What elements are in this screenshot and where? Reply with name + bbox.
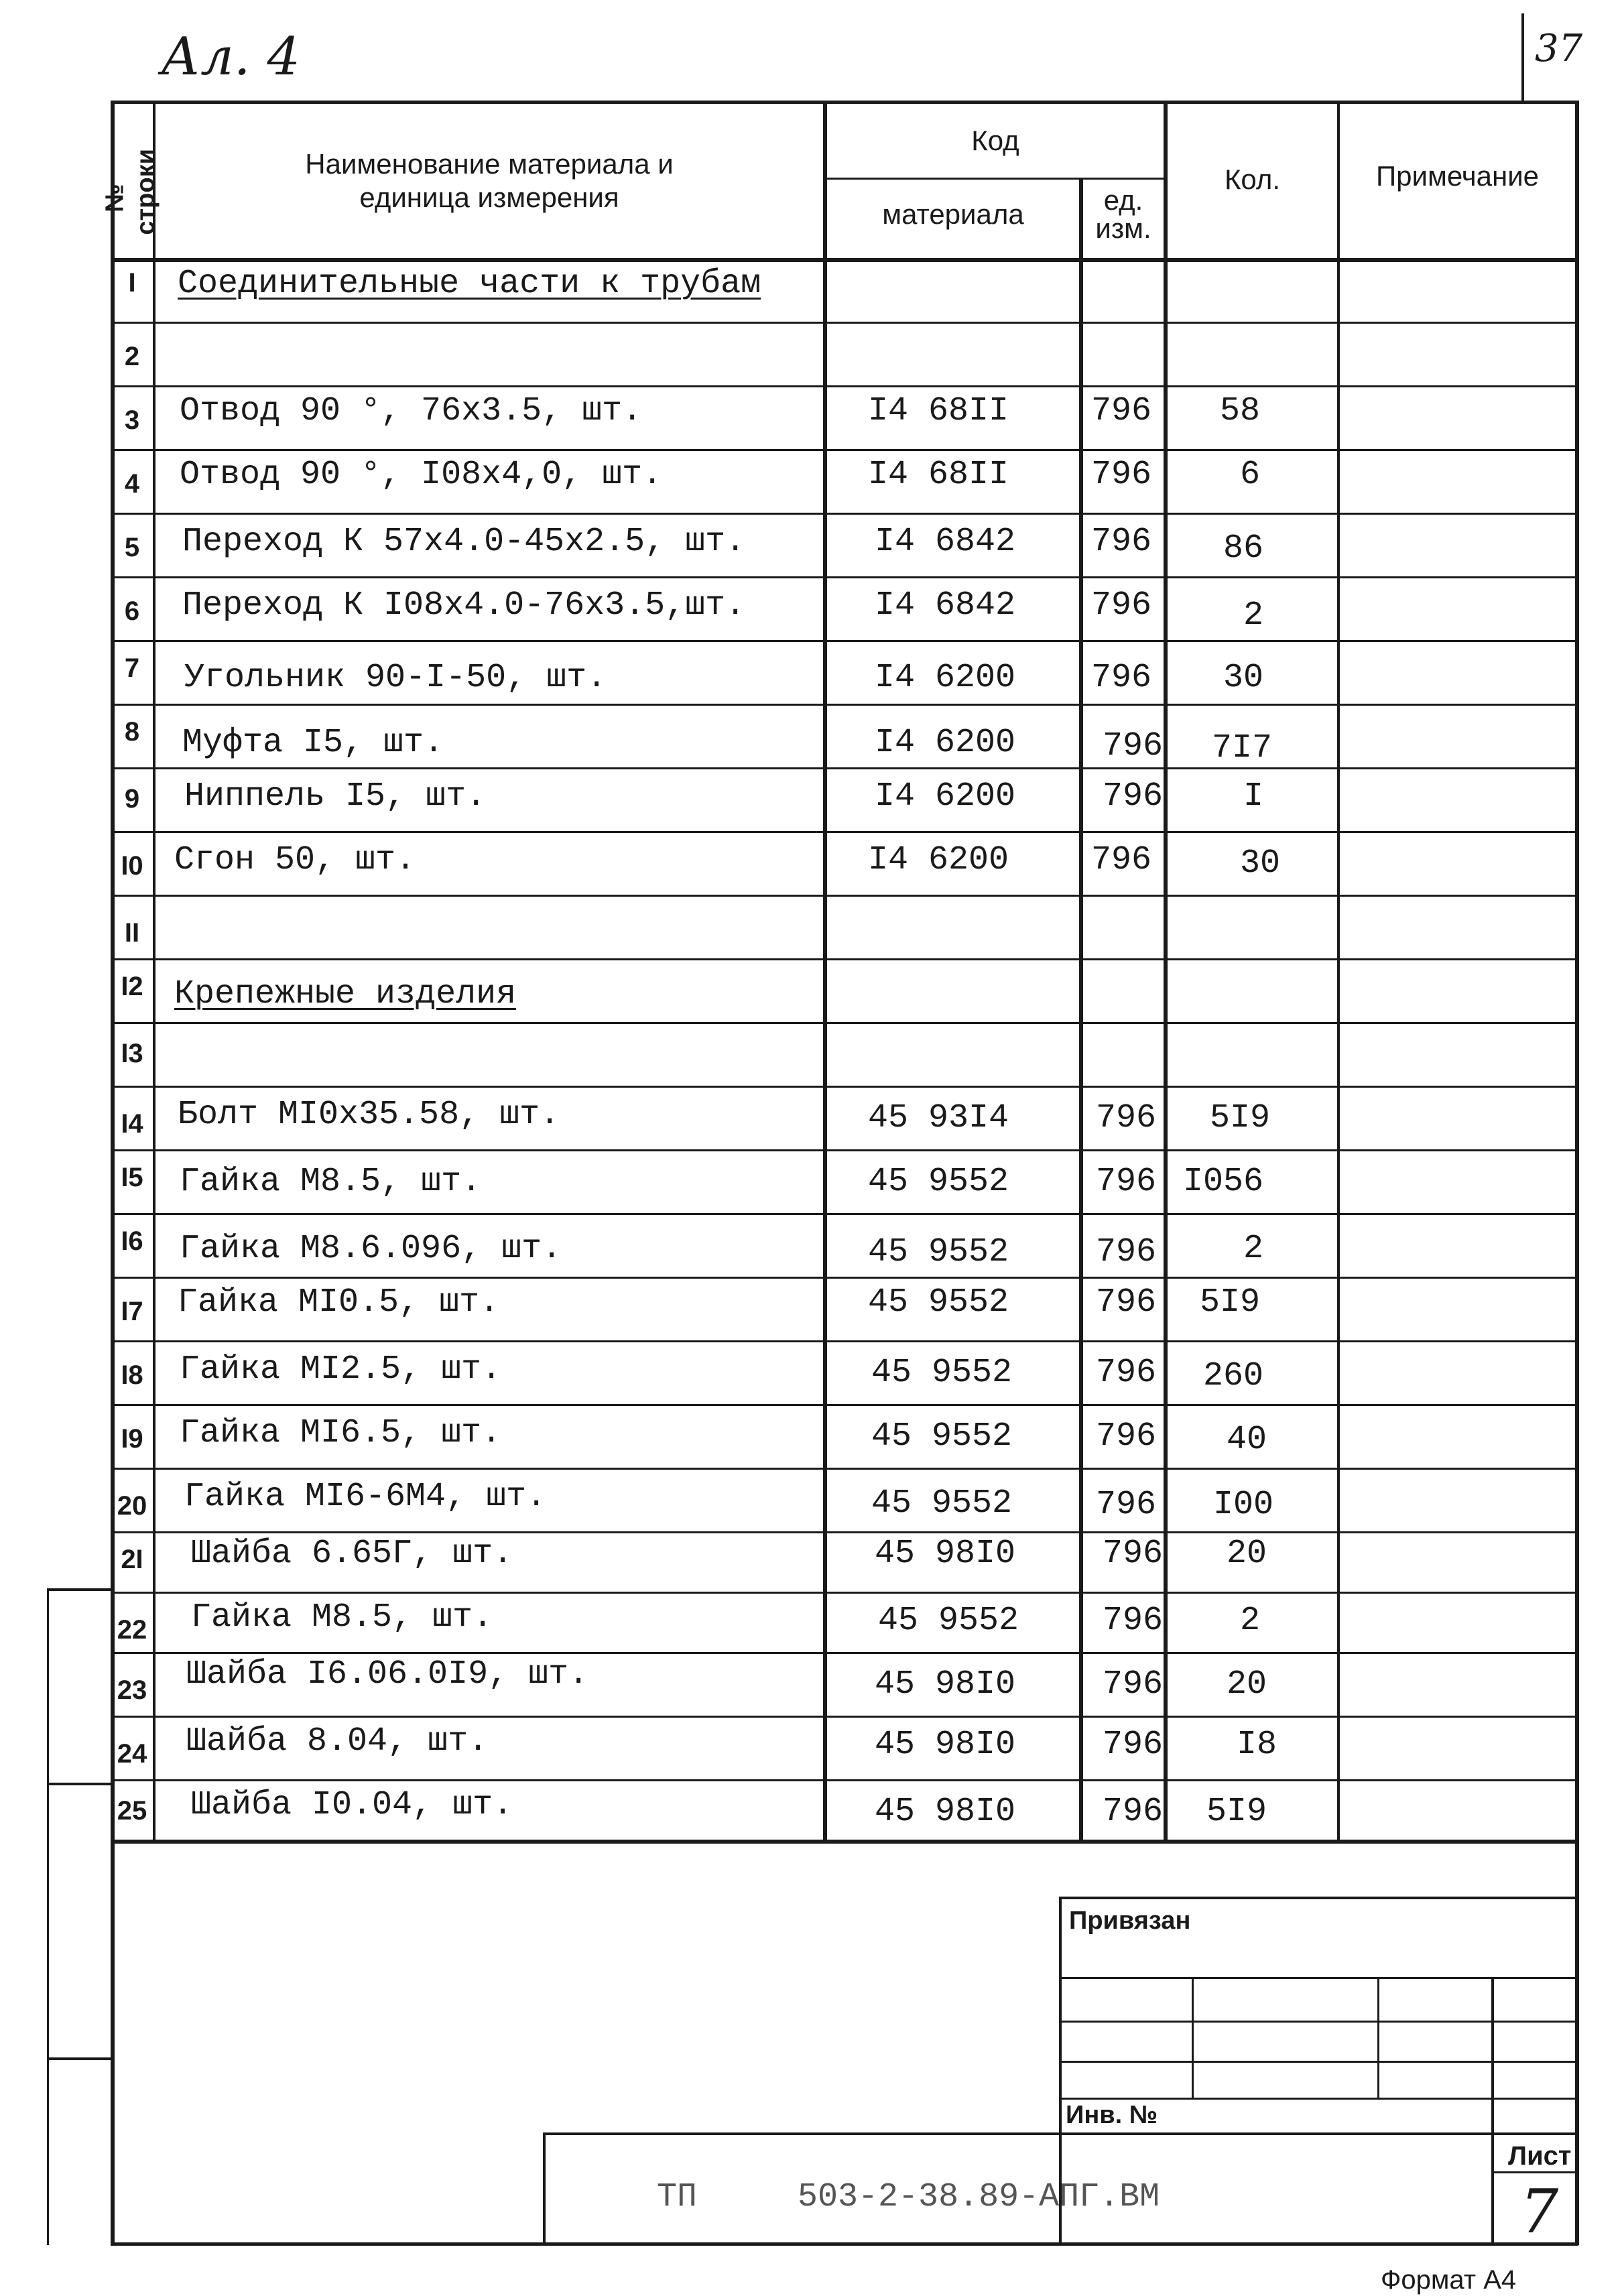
item-unit: 796 <box>1091 586 1152 625</box>
row-number: I3 <box>121 1039 143 1068</box>
item-unit: 796 <box>1091 523 1152 561</box>
item-code: 45 98I0 <box>875 1793 1016 1831</box>
header-note: Примечание <box>1375 160 1540 192</box>
item-code: 45 93I4 <box>868 1099 1009 1137</box>
row-number: 6 <box>124 596 140 626</box>
item-code: 45 9552 <box>868 1233 1009 1271</box>
item-qty: 58 <box>1220 392 1261 430</box>
row-number: I8 <box>121 1360 143 1390</box>
item-unit: 796 <box>1096 1099 1157 1137</box>
item-unit: 796 <box>1103 777 1164 816</box>
item-qty: 260 <box>1203 1357 1264 1395</box>
bound-label: Привязан <box>1069 1907 1191 1935</box>
header-name <box>158 147 821 215</box>
item-name: Гайка М8.5, шт. <box>180 1163 482 1201</box>
item-name: Гайка МI6.5, шт. <box>180 1414 502 1452</box>
item-name: Ниппель I5, шт. <box>184 777 487 816</box>
inventory-number-label: Инв. № <box>1066 2101 1158 2129</box>
item-qty: 2 <box>1240 1602 1261 1640</box>
row-number: I0 <box>121 851 143 881</box>
item-unit: 796 <box>1091 456 1152 494</box>
item-qty: 20 <box>1227 1535 1267 1573</box>
item-code: 45 9552 <box>871 1484 1013 1523</box>
item-unit: 796 <box>1091 659 1152 697</box>
row-number: I9 <box>121 1424 143 1454</box>
row-number: II <box>124 918 140 948</box>
item-name: Гайка М8.6.096, шт. <box>180 1230 562 1268</box>
row-number: 23 <box>117 1675 147 1705</box>
header-row-number: № строки <box>101 149 160 235</box>
item-name: Гайка М8.5, шт. <box>191 1598 493 1637</box>
item-name: Шайба 8.04, шт. <box>186 1722 489 1761</box>
row-number: 8 <box>124 717 140 747</box>
item-name: Сгон 50, шт. <box>174 841 416 879</box>
row-number: 5 <box>124 533 140 562</box>
row-number: 2I <box>121 1545 143 1574</box>
row-number: 9 <box>124 784 140 814</box>
item-unit: 796 <box>1091 392 1152 430</box>
row-number: I5 <box>121 1163 143 1192</box>
item-unit: 796 <box>1103 1602 1164 1640</box>
item-unit: 796 <box>1103 1535 1164 1573</box>
row-number: 20 <box>117 1491 147 1521</box>
row-number: 7 <box>124 653 140 683</box>
item-qty: 2 <box>1243 596 1264 635</box>
item-name: Болт МI0х35.58, шт. <box>178 1096 560 1134</box>
header-qty: Кол. <box>1224 164 1281 195</box>
item-qty: 30 <box>1240 844 1281 883</box>
item-name: Гайка МI0.5, шт. <box>178 1283 500 1322</box>
item-name: Шайба 6.65Г, шт. <box>191 1535 513 1573</box>
row-number: I <box>128 268 136 298</box>
item-qty: 6 <box>1240 456 1261 494</box>
sheet-label: Лист <box>1508 2141 1572 2171</box>
row-number: 4 <box>124 469 140 499</box>
item-name: Переход К I08х4.0-76х3.5,шт. <box>182 586 746 625</box>
item-qty: I00 <box>1213 1486 1274 1524</box>
item-name: Муфта I5, шт. <box>182 724 444 762</box>
item-qty: 40 <box>1227 1421 1267 1459</box>
item-code: I4 6200 <box>875 724 1016 762</box>
page-number: 37 <box>1535 27 1583 70</box>
header-code: Код <box>971 125 1019 156</box>
item-qty: 5I9 <box>1210 1099 1271 1137</box>
item-code: 45 98I0 <box>875 1726 1016 1764</box>
item-code: 45 9552 <box>878 1602 1019 1640</box>
item-unit: 796 <box>1103 1793 1164 1831</box>
item-unit: 796 <box>1096 1354 1157 1392</box>
designation-code: 503-2-38.89-АПГ.ВМ <box>798 2178 1160 2216</box>
header-code-material: материала <box>882 198 1024 230</box>
item-name: Переход К 57х4.0-45х2.5, шт. <box>182 523 746 561</box>
item-name: Угольник 90-I-50, шт. <box>184 659 607 697</box>
item-code: 45 9552 <box>868 1283 1009 1322</box>
item-qty: 5I9 <box>1200 1283 1261 1322</box>
item-qty: 7I7 <box>1212 729 1273 767</box>
item-name: Шайба I6.06.0I9, шт. <box>186 1655 589 1694</box>
header-unit-line1: ед. <box>1103 184 1143 216</box>
row-number: 2 <box>124 342 140 371</box>
row-number: I4 <box>121 1109 143 1139</box>
item-code: I4 6200 <box>875 659 1016 697</box>
item-qty: I <box>1243 777 1264 816</box>
header-unit-line2: изм. <box>1095 212 1151 244</box>
section-title: Крепежные изделия <box>174 975 517 1013</box>
item-name: Отвод 90 °, 76х3.5, шт. <box>180 392 643 430</box>
designation-prefix: ТП <box>657 2178 698 2216</box>
item-unit: 796 <box>1096 1486 1157 1524</box>
item-code: 45 9552 <box>871 1417 1013 1456</box>
sheet-reference: Ал. 4 <box>161 27 300 87</box>
item-qty: 30 <box>1223 659 1264 697</box>
item-unit: 796 <box>1096 1417 1157 1456</box>
item-unit: 796 <box>1103 1665 1164 1704</box>
header-code-unit <box>1083 186 1164 243</box>
item-code: I4 6842 <box>875 586 1016 625</box>
item-unit: 796 <box>1096 1163 1157 1201</box>
row-number: 22 <box>117 1615 147 1645</box>
item-unit: 796 <box>1096 1233 1157 1271</box>
row-number: 3 <box>124 405 140 435</box>
item-unit: 796 <box>1103 727 1164 765</box>
row-number: I7 <box>121 1297 143 1326</box>
item-qty: 5I9 <box>1206 1793 1267 1831</box>
item-qty: I8 <box>1237 1726 1277 1764</box>
item-unit: 796 <box>1103 1726 1164 1764</box>
item-code: 45 98I0 <box>875 1535 1016 1573</box>
header-name-line1: Наименование материала и <box>305 148 674 180</box>
item-code: I4 6200 <box>868 841 1009 879</box>
item-code: I4 68II <box>868 392 1009 430</box>
row-number: 25 <box>117 1796 147 1826</box>
row-number: 24 <box>117 1739 147 1769</box>
item-code: 45 9552 <box>868 1163 1009 1201</box>
item-qty: 20 <box>1227 1665 1267 1704</box>
item-qty: I056 <box>1183 1163 1264 1201</box>
sheet-number: 7 <box>1520 2177 1559 2247</box>
item-name: Гайка МI6-6М4, шт. <box>184 1478 547 1516</box>
row-number: I6 <box>121 1226 143 1256</box>
item-code: I4 68II <box>868 456 1009 494</box>
header-name-line2: единица измерения <box>359 182 619 214</box>
document-designation <box>657 2178 1160 2216</box>
item-unit: 796 <box>1096 1283 1157 1322</box>
item-unit: 796 <box>1091 841 1152 879</box>
item-code: I4 6200 <box>875 777 1016 816</box>
item-name: Отвод 90 °, I08х4,0, шт. <box>180 456 663 494</box>
item-name: Шайба I0.04, шт. <box>191 1786 513 1824</box>
section-title: Соединительные части к трубам <box>178 265 761 303</box>
item-qty: 2 <box>1243 1230 1264 1268</box>
item-name: Гайка МI2.5, шт. <box>180 1350 502 1389</box>
item-qty: 86 <box>1223 529 1264 568</box>
format-label: Формат А4 <box>1381 2265 1517 2295</box>
item-code: 45 9552 <box>871 1354 1013 1392</box>
row-number: I2 <box>121 972 143 1001</box>
item-code: I4 6842 <box>875 523 1016 561</box>
item-code: 45 98I0 <box>875 1665 1016 1704</box>
